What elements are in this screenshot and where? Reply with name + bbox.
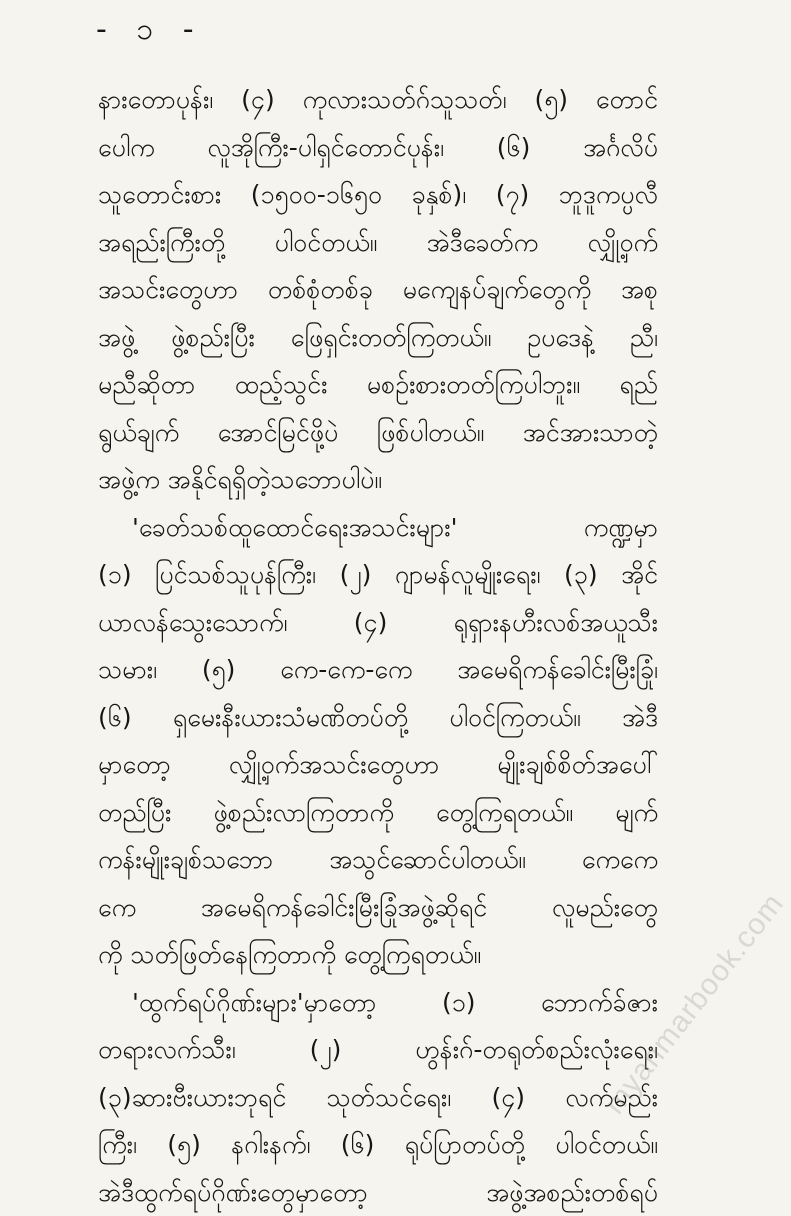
text-line: ရွယ်ချက် အောင်မြင်ဖို့ပဲ ဖြစ်ပါတယ်။ အင်အားသာတဲ့ — [98, 409, 658, 457]
text-line: ကန်းမျိုးချစ်သဘော အသွင်ဆောင်ပါတယ်။ ကေကေ — [98, 836, 658, 884]
text-line: သူတောင်းစား (၁၅၀၀-၁၆၅၀ ခုနှစ်)၊ (၇) ဘူဒူကပ္ပလီ — [98, 171, 658, 219]
text-line: (၆) ရှမေးနီးယားသံမဏိတပ်တို့ ပါဝင်ကြတယ်။ အဲဒီ — [98, 694, 658, 742]
text-line: ယာလန်သွေးသောက်၊ (၄) ရုရှားနဟီးလစ်အယူသီး — [98, 599, 658, 647]
text-line: 'ထွက်ရပ်ဂိုဏ်းများ'မှာတော့ (၁) ဘောက်ခ်ဇား — [98, 979, 658, 1027]
text-line: မှာတော့ လျှို့ဝှက်အသင်းတွေဟာ မျိုးချစ်စိတ်အပေါ် — [98, 741, 658, 789]
text-line: တည်ပြီး ဖွဲ့စည်းလာကြတာကို တွေ့ကြရတယ်။ မျက် — [98, 789, 658, 837]
text-line: မညီဆိုတာ ထည့်သွင်း မစဉ်းစားတတ်ကြပါဘူး။ ရည် — [98, 361, 658, 409]
text-line: ကြီး၊ (၅) နဂါးနက်၊ (၆) ရုပ်ပြာတပ်တို့ ပါဝင်တယ်။ — [98, 1121, 658, 1169]
text-line: အဖွဲ့က အနိုင်ရရှိတဲ့သဘောပါပဲ။ — [98, 456, 658, 504]
text-line: အဲဒီထွက်ရပ်ဂိုဏ်းတွေမှာတော့ အဖွဲ့အစည်းတစ်ရပ် — [98, 1169, 658, 1216]
page-number: - ၁ - — [96, 10, 204, 50]
watermark: myanmarbook.com — [598, 887, 791, 1121]
text-line: တရားလက်သီး၊ (၂) ဟွန်းဂ်-တရုတ်စည်းလုံးရေး၊ — [98, 1026, 658, 1074]
text-line: နားတောပုန်း၊ (၄) ကုလားသတ်ဂ်သူသတ်၊ (၅) တောင် — [98, 76, 658, 124]
text-line: အရည်းကြီးတို့ ပါဝင်တယ်။ အဲဒီခေတ်က လျှို့ဝှက် — [98, 219, 658, 267]
body-text — [98, 76, 658, 1216]
text-line: ကို သတ်ဖြတ်နေကြတာကို တွေ့ကြရတယ်။ — [98, 931, 658, 979]
text-line: (၃)ဆားဗီးယားဘုရင် သုတ်သင်ရေး၊ (၄) လက်မည်း — [98, 1074, 658, 1122]
text-line: 'ခေတ်သစ်ထူထောင်ရေးအသင်းများ' ကဏ္ဍမှာ — [98, 504, 658, 552]
text-line: ပေါက လူအိုကြီး-ပါရှင်တောင်ပုန်း၊ (၆) အင်္ဂလိပ် — [98, 124, 658, 172]
text-line: သမား၊ (၅) ကေ-ကေ-ကေ အမေရိကန်ခေါင်းမြီးခြုံ၊ — [98, 646, 658, 694]
text-line: ကေ အမေရိကန်ခေါင်းမြီးခြုံအဖွဲ့ဆိုရင် လူမည်းတွေ — [98, 884, 658, 932]
text-line: အဖွဲ့ ဖွဲ့စည်းပြီး ဖြေရှင်းတတ်ကြတယ်။ ဥပဒေနဲ့ ညီ၊ — [98, 314, 658, 362]
text-line: (၁) ပြင်သစ်သူပုန်ကြီး၊ (၂) ဂျာမန်လူမျိုးရေး၊ (၃) အိုင် — [98, 551, 658, 599]
text-line: အသင်းတွေဟာ တစ်စုံတစ်ခု မကျေနပ်ချက်တွေကို အစု — [98, 266, 658, 314]
